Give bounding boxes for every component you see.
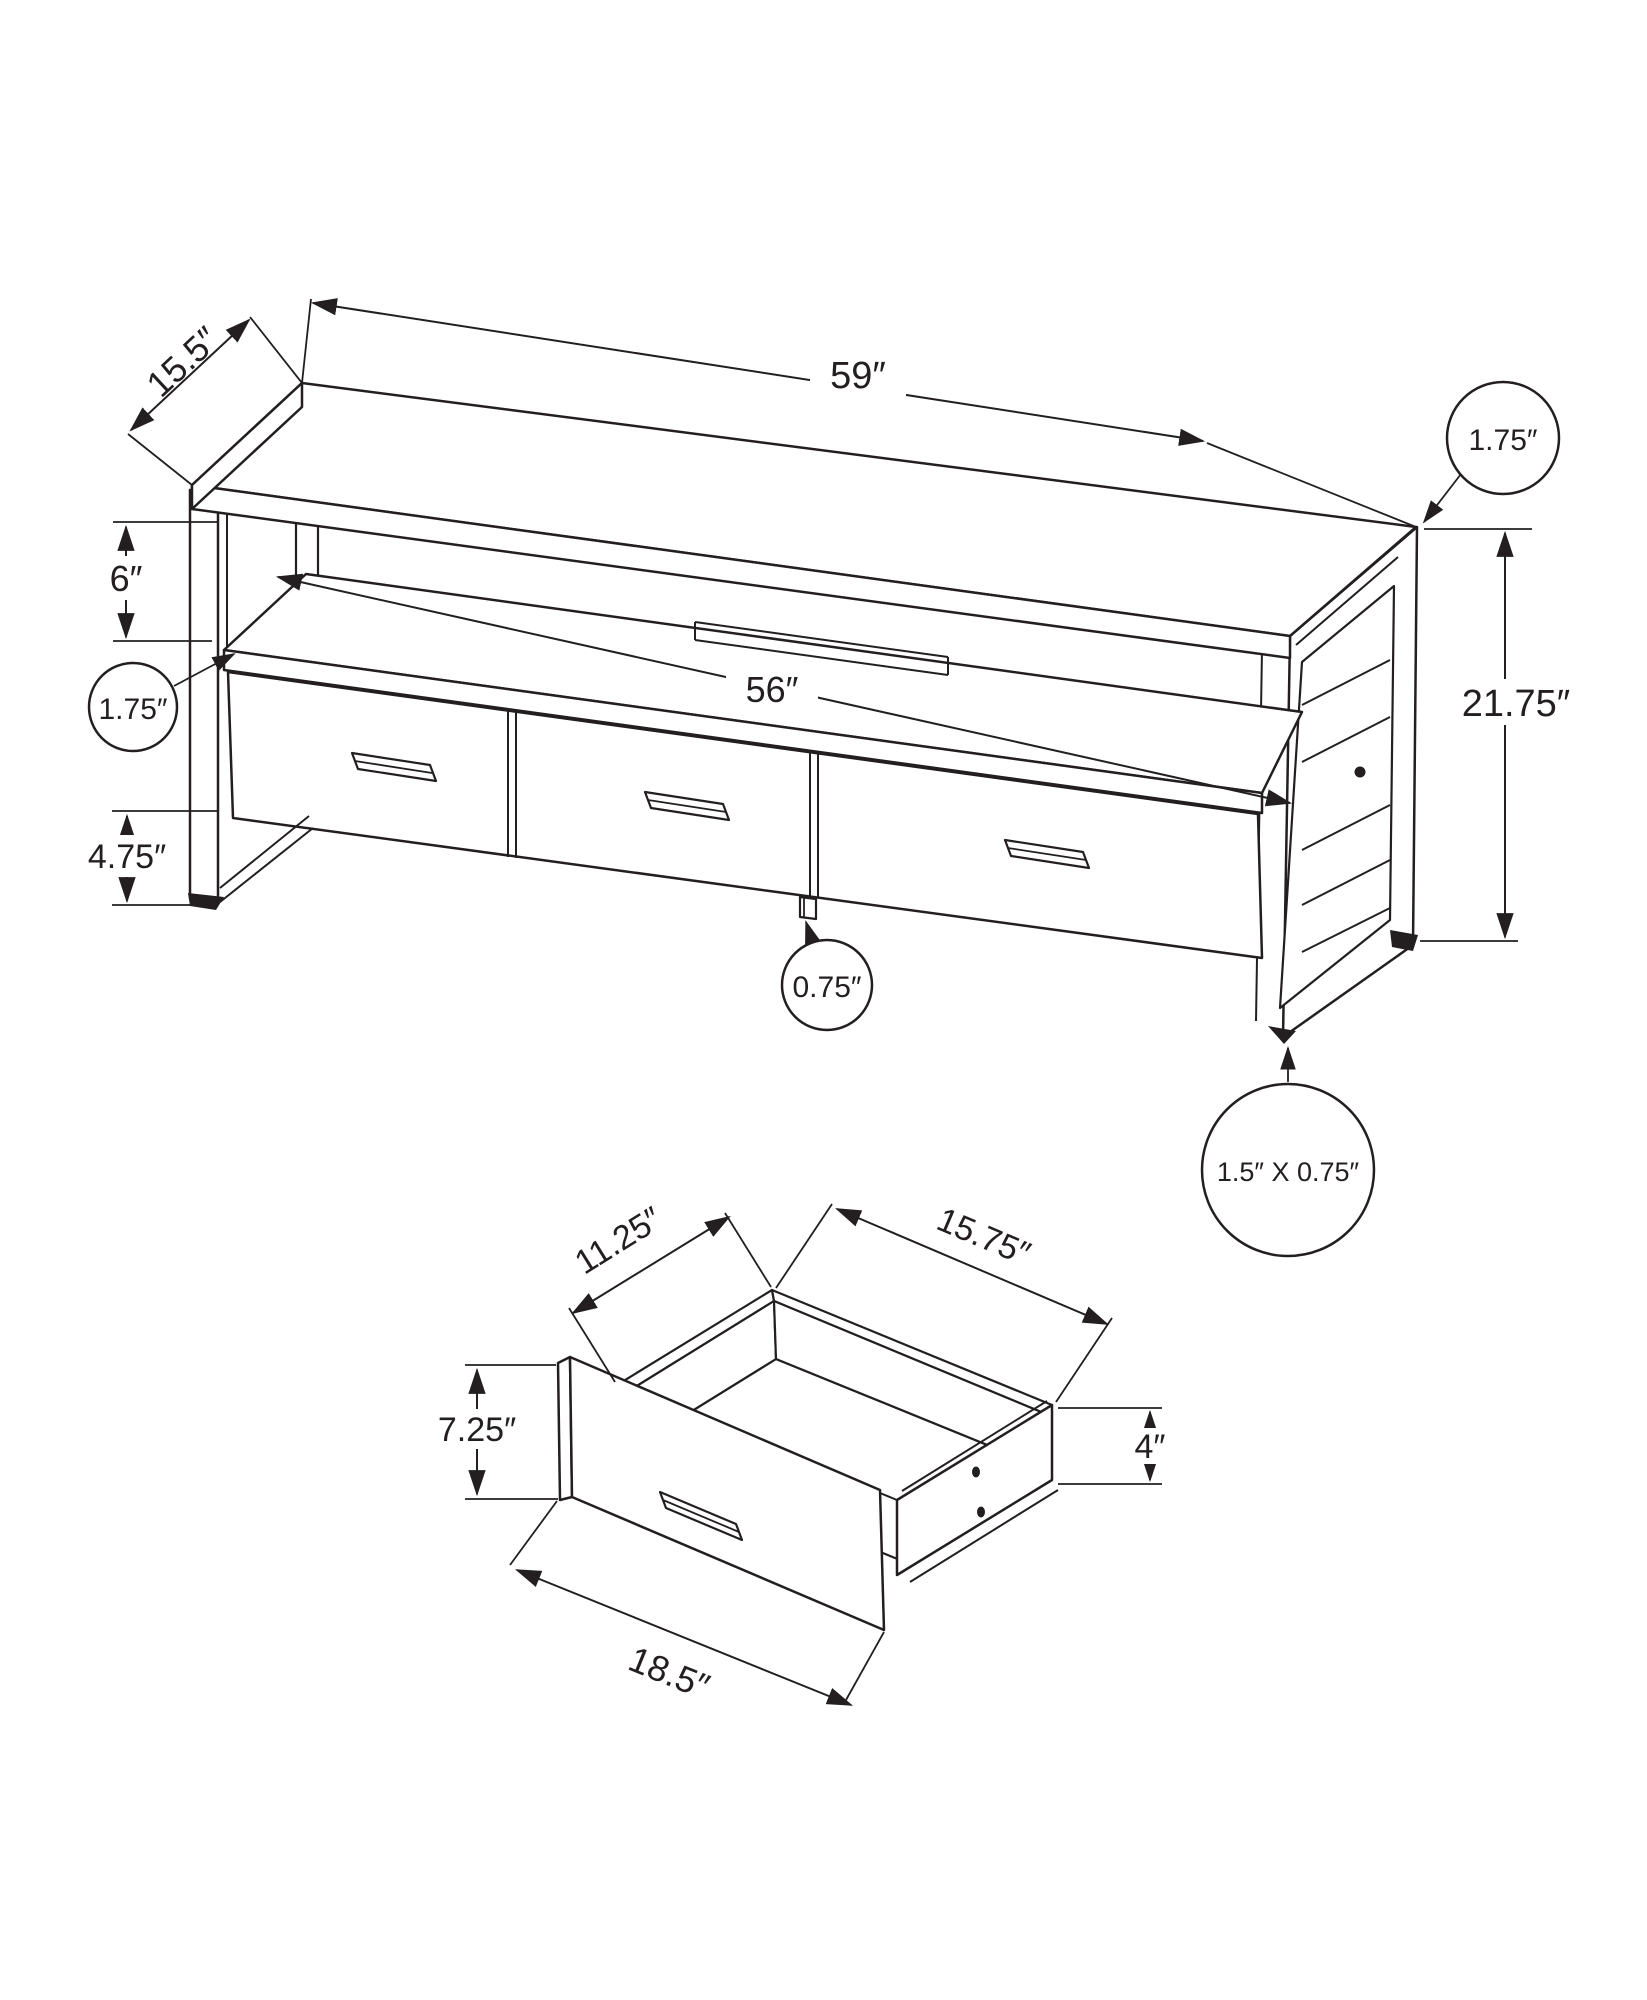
dim-front-height-label: 7.25″ xyxy=(437,1411,517,1449)
callout-top-thickness xyxy=(1424,382,1559,522)
dim-bottom-clearance-label: 4.75″ xyxy=(87,838,167,876)
dim-width-label: 59″ xyxy=(830,355,886,397)
callout-leg-size xyxy=(1202,1048,1374,1256)
tv-stand-drawing xyxy=(188,383,1418,1044)
dim-height-label: 21.75″ xyxy=(1461,683,1571,725)
drawer-detail-drawing xyxy=(558,1290,1058,1630)
callout-shelf-thickness-label: 1.75″ xyxy=(98,693,168,726)
divider-peg xyxy=(800,897,816,919)
side-panel-hole xyxy=(1355,767,1366,778)
callout-divider-thickness-label: 0.75″ xyxy=(792,971,862,1004)
callout-top-thickness-label: 1.75″ xyxy=(1468,424,1538,457)
dim-height-21-75 xyxy=(1420,529,1591,941)
dim-side-height-label: 4″ xyxy=(1134,1428,1166,1466)
side-screw-hole xyxy=(972,1467,980,1478)
callout-leg-size-label: 1.5″ X 0.75″ xyxy=(1216,1157,1360,1187)
dim-shelf-length-label: 56″ xyxy=(745,669,799,710)
left-bottom-rail-bottom xyxy=(220,828,313,902)
left-front-leg xyxy=(190,490,218,898)
dim-inner-width-label: 11.25″ xyxy=(568,1199,669,1283)
dim-inner-depth-label: 15.75″ xyxy=(931,1200,1036,1274)
side-screw-hole xyxy=(977,1507,985,1518)
callout-divider-thickness xyxy=(782,922,872,1030)
dim-depth-label: 15.5″ xyxy=(138,318,227,405)
dim-front-width-label: 18.5″ xyxy=(623,1638,716,1708)
dim-shelf-gap-label: 6″ xyxy=(109,558,143,599)
dim-side-height-4 xyxy=(1058,1408,1170,1484)
dim-front-height-7-25 xyxy=(425,1365,558,1499)
left-bottom-rail-top xyxy=(220,816,309,888)
